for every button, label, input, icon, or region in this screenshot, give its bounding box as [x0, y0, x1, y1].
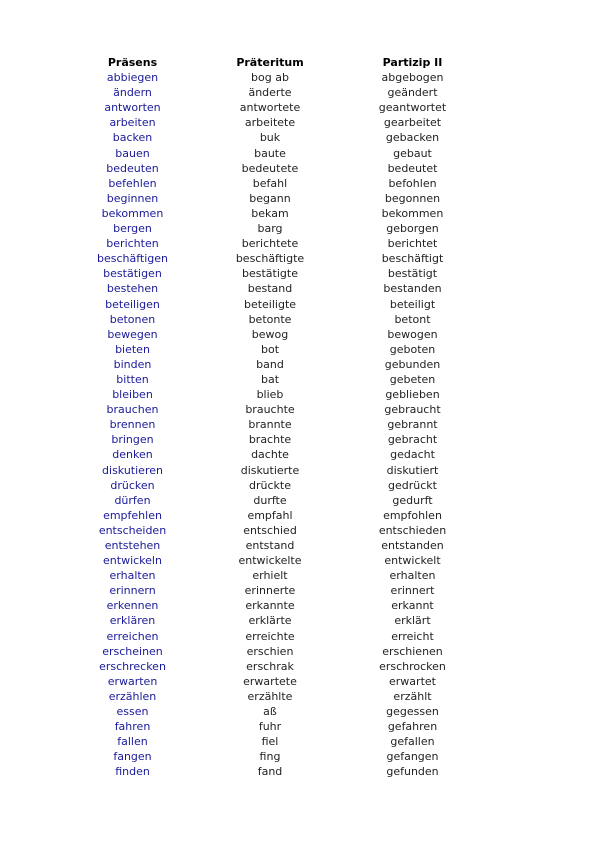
verb-praesens-link[interactable]: entstehen: [104, 539, 161, 552]
verb-praesens-link[interactable]: ändern: [113, 86, 152, 100]
header-praesens: Präsens: [107, 56, 158, 69]
verb-praesens-link[interactable]: bewegen: [107, 327, 158, 341]
table-row: [60, 463, 490, 478]
verb-partizip: geändert: [387, 86, 438, 100]
verb-praeteritum: drückte: [249, 478, 291, 492]
verb-partizip: erkannt: [391, 599, 434, 613]
verb-praeteritum: befahl: [252, 176, 288, 190]
verb-partizip: beschäftigt: [381, 252, 444, 266]
verb-praesens-link[interactable]: diskutieren: [102, 463, 163, 477]
verb-praesens-link[interactable]: befehlen: [108, 176, 157, 190]
verb-partizip: geblieben: [385, 388, 440, 402]
table-row: [60, 297, 490, 312]
verb-praeteritum: fand: [257, 765, 283, 779]
table-row: [60, 734, 490, 749]
verb-praeteritum: blieb: [256, 388, 284, 402]
verb-partizip: geborgen: [386, 222, 439, 236]
verb-praeteritum: änderte: [248, 86, 292, 100]
verb-praeteritum: bestätigte: [242, 267, 298, 281]
verb-praesens-link[interactable]: dürfen: [114, 493, 151, 507]
table-row: [60, 613, 490, 628]
verb-praesens-link[interactable]: brennen: [109, 418, 156, 432]
verb-praeteritum: bekam: [251, 206, 289, 220]
verb-partizip: gedacht: [390, 448, 435, 462]
verb-partizip: gebrannt: [387, 418, 438, 432]
verb-praesens-link[interactable]: erschrecken: [99, 659, 166, 673]
verb-praeteritum: bestand: [247, 282, 293, 296]
verb-partizip: gebeten: [389, 372, 436, 386]
verb-partizip: erreicht: [391, 629, 434, 643]
verb-praeteritum: aß: [263, 705, 277, 719]
verb-praesens-link[interactable]: bedeuten: [106, 161, 159, 175]
table-row: [60, 478, 490, 493]
verb-partizip: bedeutet: [387, 161, 438, 175]
verb-praesens-link[interactable]: betonen: [109, 312, 156, 326]
verb-praesens-link[interactable]: essen: [116, 705, 149, 719]
verb-praeteritum: arbeitete: [244, 116, 296, 130]
verb-partizip: erschienen: [382, 644, 443, 658]
table-row: [60, 432, 490, 447]
verb-praeteritum: erreichte: [245, 629, 295, 643]
verb-praeteritum: erhielt: [252, 569, 288, 583]
verb-praesens-link[interactable]: beschäftigen: [96, 252, 168, 266]
verb-praesens-link[interactable]: binden: [113, 357, 152, 371]
verb-partizip: bestätigt: [387, 267, 438, 281]
table-row: [60, 387, 490, 402]
verb-praeteritum: beschäftigte: [235, 252, 305, 266]
table-row: [60, 251, 490, 266]
table-row: [60, 538, 490, 553]
verb-praesens-link[interactable]: drücken: [110, 478, 155, 492]
verb-praesens-link[interactable]: erwarten: [107, 674, 158, 688]
header-row: [60, 55, 490, 70]
verb-partizip: erinnert: [390, 584, 435, 598]
verb-praesens-link[interactable]: bestätigen: [103, 267, 162, 281]
table-body: [60, 70, 490, 779]
verb-praesens-link[interactable]: bekommen: [101, 206, 164, 220]
verb-partizip: geantwortet: [378, 101, 447, 115]
table-row: [60, 764, 490, 779]
table-row: [60, 327, 490, 342]
verb-praesens-link[interactable]: beteiligen: [105, 297, 160, 311]
verb-praeteritum: fiel: [261, 735, 279, 749]
verb-praesens-link[interactable]: entscheiden: [98, 523, 167, 537]
table-row: [60, 115, 490, 130]
verb-partizip: empfohlen: [383, 508, 442, 522]
table-row: [60, 85, 490, 100]
verb-partizip: diskutiert: [386, 463, 439, 477]
verb-partizip: gebacken: [385, 131, 440, 145]
verb-praesens-link[interactable]: bauen: [115, 146, 150, 160]
verb-praeteritum: bat: [260, 372, 280, 386]
verb-praeteritum: erschien: [246, 644, 294, 658]
table-row: [60, 146, 490, 161]
verb-partizip: gearbeitet: [383, 116, 442, 130]
verb-partizip: bestanden: [383, 282, 442, 296]
verb-praeteritum: empfahl: [247, 508, 293, 522]
verb-praesens-link[interactable]: denken: [112, 448, 153, 462]
verb-partizip: entschieden: [378, 523, 447, 537]
verb-praeteritum: diskutierte: [240, 463, 300, 477]
verb-praeteritum: entschied: [243, 523, 297, 537]
verb-partizip: erschrocken: [379, 659, 446, 673]
verb-praesens-link[interactable]: fangen: [113, 750, 152, 764]
table-row: [60, 598, 490, 613]
verb-praeteritum: erinnerte: [244, 584, 296, 598]
table-row: [60, 447, 490, 462]
table-row: [60, 568, 490, 583]
table-row: [60, 342, 490, 357]
verb-praeteritum: bog ab: [251, 71, 289, 85]
verb-praeteritum: erwartete: [243, 674, 297, 688]
verb-partizip: erzählt: [393, 689, 432, 703]
verb-praeteritum: durfte: [253, 493, 287, 507]
verb-praeteritum: berichtete: [241, 237, 299, 251]
table-row: [60, 689, 490, 704]
verb-praesens-link[interactable]: empfehlen: [103, 508, 162, 522]
table-row: [60, 508, 490, 523]
table-header: [60, 55, 490, 70]
verb-praesens-link[interactable]: finden: [115, 765, 150, 779]
verb-praeteritum: barg: [257, 222, 283, 236]
verb-partizip: begonnen: [384, 191, 441, 205]
table-row: [60, 674, 490, 689]
verb-partizip: gedurft: [392, 493, 433, 507]
verb-praeteritum: beteiligte: [243, 297, 297, 311]
verb-praesens-link[interactable]: erreichen: [106, 629, 159, 643]
table-row: [60, 70, 490, 85]
table-row: [60, 266, 490, 281]
table-row: [60, 312, 490, 327]
header-partizip: Partizip II: [382, 56, 443, 69]
verb-praesens-link[interactable]: erhalten: [109, 569, 156, 583]
verb-praeteritum: entstand: [245, 539, 295, 552]
table-row: [60, 523, 490, 538]
header-praeteritum: Präteritum: [236, 56, 304, 69]
verb-praeteritum: bewog: [251, 327, 289, 341]
verb-praeteritum: erschrak: [246, 659, 294, 673]
table-row: [60, 357, 490, 372]
verb-praeteritum: betonte: [248, 312, 292, 326]
verb-partizip: gebunden: [384, 357, 441, 371]
verb-praeteritum: bot: [260, 342, 280, 356]
verb-partizip: erklärt: [394, 614, 431, 628]
verb-partizip: beteiligt: [389, 297, 436, 311]
verb-partizip: betont: [394, 312, 431, 326]
verb-praesens-link[interactable]: bergen: [113, 222, 152, 236]
verb-praesens-link[interactable]: entwickeln: [103, 554, 162, 568]
table-row: [60, 130, 490, 145]
verb-praesens-link[interactable]: erklären: [109, 614, 156, 628]
verb-praesens-link[interactable]: abbiegen: [106, 71, 159, 85]
verb-partizip: berichtet: [387, 237, 438, 251]
verb-praeteritum: brauchte: [245, 403, 295, 417]
verb-praesens-link[interactable]: bringen: [111, 433, 154, 447]
verb-partizip: befohlen: [388, 176, 437, 190]
verb-praesens-link[interactable]: berichten: [106, 237, 159, 251]
verb-partizip: gebraucht: [384, 403, 441, 417]
verb-partizip: gebaut: [393, 146, 432, 160]
verb-praesens-link[interactable]: erinnern: [109, 584, 156, 598]
table-row: [60, 553, 490, 568]
table-row: [60, 719, 490, 734]
verb-partizip: entwickelt: [384, 554, 441, 568]
verb-partizip: gegessen: [386, 705, 439, 719]
verb-praeteritum: brachte: [248, 433, 292, 447]
table-row: [60, 402, 490, 417]
verb-partizip: abgebogen: [381, 71, 444, 85]
verb-partizip: gebracht: [387, 433, 438, 447]
verb-partizip: gefangen: [386, 750, 439, 764]
verb-praesens-link[interactable]: bleiben: [112, 388, 153, 402]
table-row: [60, 100, 490, 115]
table-row: [60, 372, 490, 387]
verb-praesens-link[interactable]: erkennen: [106, 599, 159, 613]
table-row: [60, 659, 490, 674]
table-row: [60, 221, 490, 236]
verb-partizip: entstanden: [381, 539, 444, 552]
verb-praesens-link[interactable]: bieten: [115, 342, 150, 356]
table-row: [60, 749, 490, 764]
verb-partizip: gefahren: [387, 720, 438, 734]
verb-praeteritum: fuhr: [258, 720, 282, 734]
verb-conjugation-table: [60, 55, 490, 780]
table-row: [60, 493, 490, 508]
verb-praeteritum: buk: [259, 131, 281, 145]
table-row: [60, 417, 490, 432]
table-row: [60, 176, 490, 191]
verb-partizip: erwartet: [389, 674, 436, 688]
verb-praesens-link[interactable]: antworten: [104, 101, 161, 115]
verb-praesens-link[interactable]: beginnen: [106, 191, 159, 205]
verb-praesens-link[interactable]: erzählen: [108, 689, 157, 703]
verb-praesens-link[interactable]: arbeiten: [109, 116, 156, 130]
verb-praeteritum: brannte: [248, 418, 292, 432]
verb-partizip: geboten: [389, 342, 436, 356]
table-row: [60, 161, 490, 176]
verb-praesens-link[interactable]: brauchen: [106, 403, 159, 417]
verb-praesens-link[interactable]: backen: [112, 131, 153, 145]
verb-praesens-link[interactable]: fallen: [117, 735, 148, 749]
table-row: [60, 629, 490, 644]
verb-partizip: bekommen: [381, 206, 444, 220]
verb-partizip: bewogen: [387, 327, 438, 341]
verb-partizip: gedrückt: [388, 478, 437, 492]
verb-praeteritum: band: [256, 357, 284, 371]
verb-partizip: erhalten: [389, 569, 436, 583]
verb-praeteritum: erzählte: [247, 689, 293, 703]
verb-praeteritum: bedeutete: [241, 161, 299, 175]
verb-praeteritum: fing: [259, 750, 281, 764]
table-row: [60, 191, 490, 206]
table-row: [60, 583, 490, 598]
table-row: [60, 236, 490, 251]
verb-praesens-link[interactable]: fahren: [114, 720, 151, 734]
verb-praesens-link[interactable]: bestehen: [106, 282, 159, 296]
verb-praeteritum: antwortete: [239, 101, 301, 115]
table-row: [60, 644, 490, 659]
verb-praeteritum: baute: [254, 146, 286, 160]
verb-praeteritum: entwickelte: [238, 554, 302, 568]
verb-praesens-link[interactable]: erscheinen: [102, 644, 163, 658]
verb-praeteritum: dachte: [251, 448, 289, 462]
verb-partizip: gefunden: [386, 765, 439, 779]
verb-praeteritum: erklärte: [248, 614, 292, 628]
verb-praeteritum: erkannte: [245, 599, 295, 613]
table-row: [60, 206, 490, 221]
verb-partizip: gefallen: [390, 735, 435, 749]
table-row: [60, 281, 490, 296]
verb-praesens-link[interactable]: bitten: [116, 372, 149, 386]
table-row: [60, 704, 490, 719]
verb-praeteritum: begann: [249, 191, 291, 205]
